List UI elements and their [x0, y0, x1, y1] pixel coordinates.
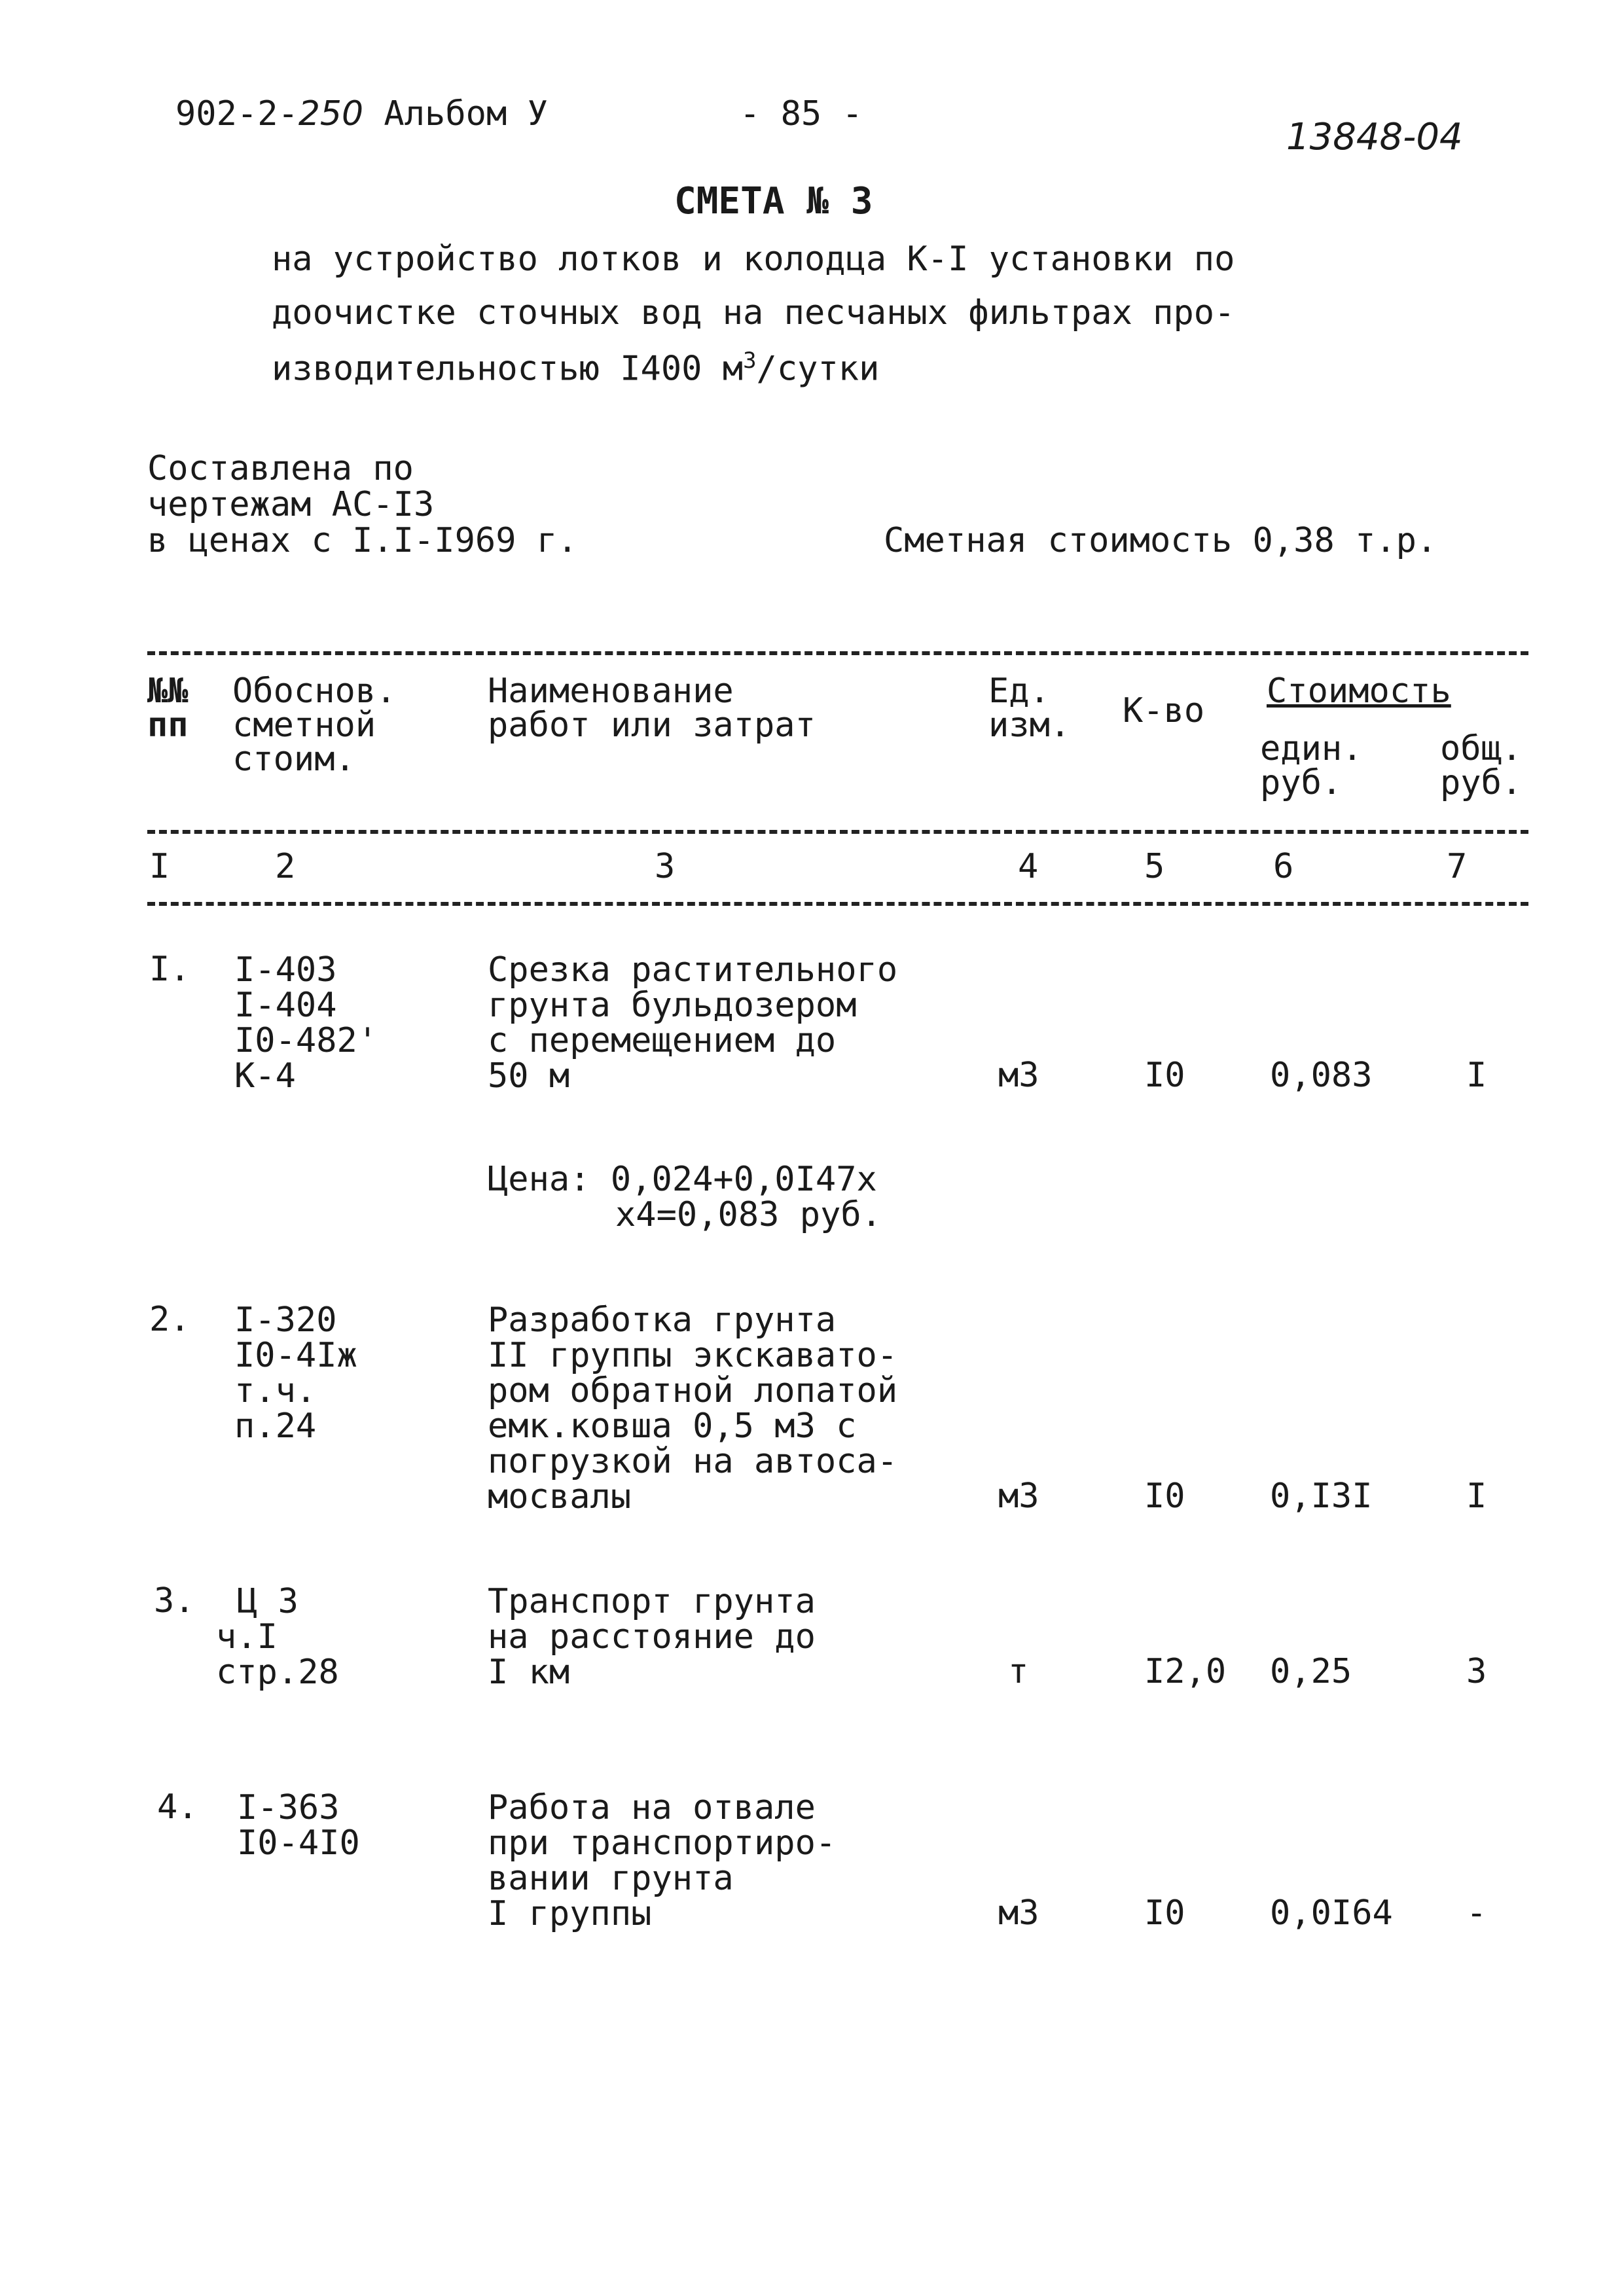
col-number-2: 2	[275, 847, 296, 886]
col-header-total	[1440, 729, 1523, 802]
row-unit-price: 0,0I64	[1270, 1893, 1393, 1933]
album-suffix: Альбом У	[363, 94, 548, 134]
row-work-name-line: II группы экскавато-	[488, 1336, 898, 1375]
col-header-num-line: пп	[147, 706, 189, 745]
row-unit-price: 0,083	[1270, 1056, 1373, 1095]
col-number-7: 7	[1447, 847, 1468, 886]
row-unit-price: 0,I3I	[1270, 1477, 1373, 1516]
row-basis	[234, 1302, 357, 1444]
col-header-num-line: №№	[147, 672, 189, 711]
col-number-6: 6	[1273, 847, 1294, 886]
row-total: -	[1466, 1893, 1487, 1933]
row-work-name-line: емк.ковша 0,5 м3 с	[488, 1407, 857, 1446]
row-basis-line: ч.I	[216, 1617, 278, 1657]
row-number: 4.	[157, 1787, 198, 1827]
table-top-rule	[147, 651, 1528, 655]
col-header-basis-line: стоим.	[232, 740, 355, 779]
row-quantity: I0	[1144, 1477, 1185, 1516]
col-header-unit-price	[1260, 729, 1363, 802]
col-header-num	[147, 672, 189, 745]
row-basis-line: п.24	[234, 1407, 317, 1446]
col-header-unit-price-line: един.	[1260, 729, 1363, 768]
row-total: I	[1466, 1056, 1487, 1095]
col-number-3: 3	[655, 847, 676, 886]
col-number-1: I	[149, 847, 170, 886]
row-work-name-line: вании грунта	[488, 1859, 734, 1898]
row-number: 2.	[149, 1300, 190, 1339]
row-quantity: I0	[1144, 1893, 1185, 1933]
col-header-name-line: работ или затрат	[488, 706, 816, 745]
row-work-name-line: при транспортиро-	[488, 1823, 837, 1863]
row-work-name-line: Разработка грунта	[488, 1300, 837, 1340]
col-header-cost-group: Стоимость	[1267, 672, 1451, 711]
row-number: I.	[149, 950, 190, 989]
col-header-unit	[988, 672, 1071, 745]
price-base-line: в ценах с I.I-I969 г.	[147, 521, 578, 560]
row-basis-line: I-363	[237, 1788, 340, 1827]
row-work-name	[488, 1584, 816, 1690]
row-basis-line: I0-4I0	[237, 1823, 360, 1863]
col-number-4: 4	[1018, 847, 1039, 886]
row-basis	[216, 1584, 339, 1690]
table-header-rule	[147, 830, 1528, 834]
row-work-name	[488, 1302, 897, 1515]
cubic-superscript: 3	[743, 348, 757, 374]
row-basis-line: I-403	[234, 950, 337, 990]
row-unit-price: 0,25	[1270, 1652, 1352, 1691]
row-unit: м3	[998, 1056, 1039, 1095]
col-header-qty: К-во	[1123, 691, 1205, 730]
row-basis	[234, 952, 378, 1094]
row-basis-line: стр.28	[216, 1653, 339, 1692]
col-header-name-line: Наименование	[488, 672, 734, 711]
album-prefix: 902-2-	[175, 94, 298, 134]
title-line-3-text: изводительностью I400 м	[272, 349, 744, 389]
row-basis-line: I-404	[234, 986, 337, 1025]
row-total: I	[1466, 1477, 1487, 1516]
estimated-cost: Сметная стоимость 0,38 т.р.	[884, 521, 1437, 560]
row-work-name-line: ром обратной лопатой	[488, 1371, 898, 1410]
col-header-basis-line: Обоснов.	[232, 672, 397, 711]
row-price-note-line: Цена: 0,024+0,0I47х	[488, 1160, 877, 1199]
document-heading: СМЕТА № 3	[674, 180, 873, 223]
col-header-basis-line: сметной	[232, 706, 376, 745]
row-work-name-line: погрузкой на автоса-	[488, 1442, 898, 1481]
compiled-by-line-2: чертежам АС-I3	[147, 485, 435, 524]
compiled-by-line-1: Составлена по	[147, 449, 414, 488]
row-work-name-line: мосвалы	[488, 1477, 632, 1516]
row-unit: м3	[998, 1477, 1039, 1516]
col-header-unit-line: Ед.	[988, 672, 1050, 711]
row-price-note-line: х4=0,083 руб.	[615, 1195, 882, 1234]
col-number-5: 5	[1144, 847, 1165, 886]
col-header-total-line: общ.	[1440, 729, 1523, 768]
row-number: 3.	[154, 1581, 195, 1621]
title-line-1: на устройство лотков и колодца К-I установки по	[272, 240, 1235, 279]
title-line-3	[272, 348, 880, 389]
row-basis-line: I-320	[234, 1300, 337, 1340]
title-line-3-unit: /сутки	[756, 349, 880, 389]
col-header-basis	[232, 672, 397, 779]
row-work-name	[488, 952, 897, 1094]
col-header-name	[488, 672, 816, 745]
row-basis	[237, 1790, 360, 1861]
row-work-name-line: на расстояние до	[488, 1617, 816, 1657]
row-basis-line: I0-4Iж	[234, 1336, 357, 1375]
row-basis-line: т.ч.	[234, 1371, 317, 1410]
row-work-name-line: Транспорт грунта	[488, 1582, 816, 1621]
table-numbers-rule	[147, 902, 1528, 906]
row-quantity: I2,0	[1144, 1652, 1227, 1691]
row-work-name-line: Срезка растительного	[488, 950, 898, 990]
col-header-unit-price-line: руб.	[1260, 763, 1343, 802]
page-number: - 85 -	[740, 94, 863, 134]
row-quantity: I0	[1144, 1056, 1185, 1095]
album-reference	[175, 94, 548, 134]
row-work-name-line: 50 м	[488, 1056, 570, 1096]
row-basis-line: I0-482'	[234, 1021, 378, 1060]
row-unit: м3	[998, 1893, 1039, 1933]
row-work-name-line: Работа на отвале	[488, 1788, 816, 1827]
row-work-name-line: с перемещением до	[488, 1021, 837, 1060]
row-work-name-line: I км	[488, 1653, 570, 1692]
row-work-name	[488, 1790, 836, 1931]
row-unit: т	[1008, 1652, 1029, 1691]
row-basis-line: Ц 3	[237, 1582, 298, 1621]
row-price-note	[488, 1162, 882, 1232]
title-line-2: доочистке сточных вод на песчаных фильтрах про-	[272, 293, 1235, 332]
document-code: 13848-04	[1286, 116, 1463, 158]
row-work-name-line: грунта бульдозером	[488, 986, 857, 1025]
row-total: 3	[1466, 1652, 1487, 1691]
album-number: 250	[298, 94, 364, 134]
row-basis-line: К-4	[234, 1056, 296, 1096]
col-header-total-line: руб.	[1440, 763, 1523, 802]
row-work-name-line: I группы	[488, 1894, 652, 1933]
col-header-unit-line: изм.	[988, 706, 1071, 745]
